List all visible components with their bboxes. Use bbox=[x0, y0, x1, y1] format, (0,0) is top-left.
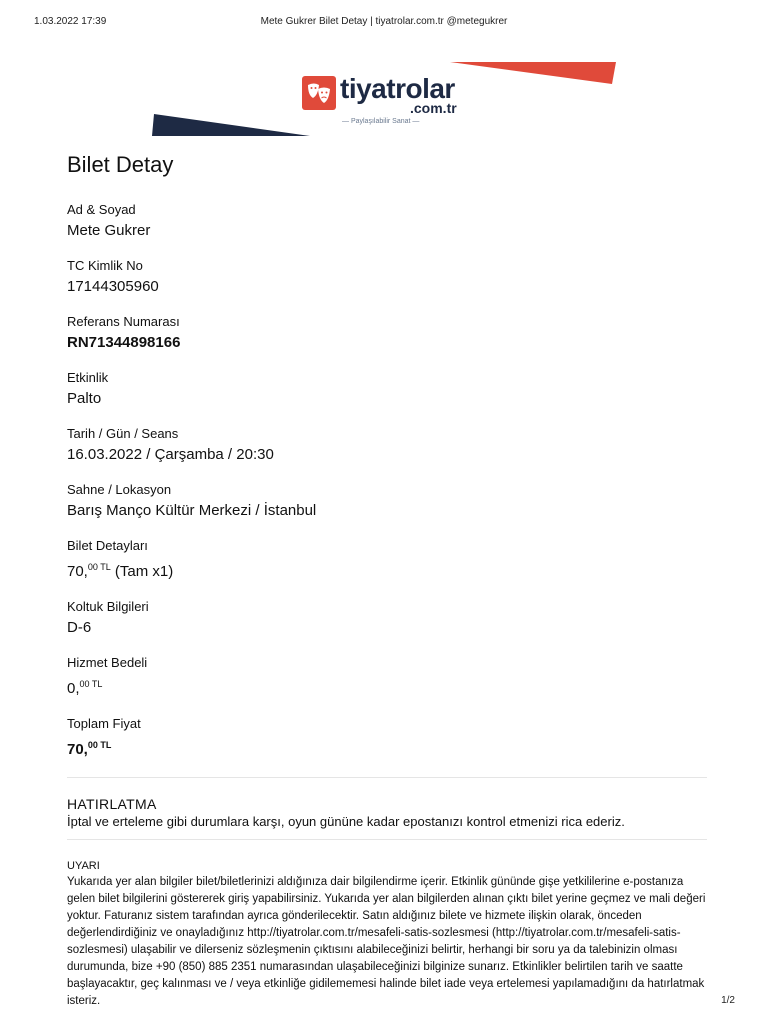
field-label: Etkinlik bbox=[67, 370, 109, 385]
field-label: Ad & Soyad bbox=[67, 202, 136, 217]
field-label: Sahne / Lokasyon bbox=[67, 482, 172, 497]
field-label: TC Kimlik No bbox=[67, 258, 143, 273]
field-value: Barış Manço Kültür Merkezi / İstanbul bbox=[67, 502, 317, 519]
price-integer: 0, bbox=[67, 680, 80, 697]
field-label: Referans Numarası bbox=[67, 314, 180, 329]
field-id-number bbox=[67, 258, 707, 297]
banner-red-stripe bbox=[450, 62, 616, 84]
field-service-fee bbox=[67, 655, 707, 699]
reminder-heading: HATIRLATMA bbox=[67, 796, 157, 812]
field-ticket-details bbox=[67, 538, 707, 582]
reminder-text: İptal ve erteleme gibi durumlara karşı, oyun gününe kadar epostanızı kontrol etmenizi rica ederiz. bbox=[67, 814, 625, 829]
tiyatrolar-logo[interactable] bbox=[302, 72, 472, 124]
field-label: Hizmet Bedeli bbox=[67, 655, 148, 670]
ticket-content bbox=[67, 152, 707, 1010]
page-title: Bilet Detay bbox=[67, 152, 174, 177]
field-value bbox=[67, 557, 707, 582]
field-date-day-session bbox=[67, 426, 707, 465]
price-integer: 70, bbox=[67, 563, 88, 580]
field-label: Toplam Fiyat bbox=[67, 716, 141, 731]
field-label: Bilet Detayları bbox=[67, 538, 148, 553]
price-suffix: (Tam x1) bbox=[110, 563, 174, 580]
price-decimals: 00 TL bbox=[87, 740, 112, 750]
field-value: 17144305960 bbox=[67, 278, 159, 295]
page-number: 1/2 bbox=[721, 995, 735, 1006]
field-event bbox=[67, 370, 707, 409]
field-value: Palto bbox=[67, 390, 102, 407]
reminder-section bbox=[67, 778, 707, 839]
field-label: Koltuk Bilgileri bbox=[67, 599, 149, 614]
field-seat bbox=[67, 599, 707, 638]
logo-domain: .com.tr bbox=[410, 100, 457, 116]
warning-text: Yukarıda yer alan bilgiler bilet/biletlerinizi aldığınıza dair bilgilendirme içerir. Etkinlik gününde gişe yetkililerine e-postanıza gelen bilet bilgilerini göstererek giriş yapabilirsiniz. Yukarıda yer alan bilgilerden alınan çıktı bilet yerine geçmez ve mali değeri yoktur. Faturanız sistem tarafından ayrıca gönderilecektir. Satın aldığınız bilete ve hizmete ilişkin olarak, önceden değerlendirdiğiniz ve onayladığınız http://tiyatrolar.com.tr/mesafeli-satis-sozlesmesi (http://tiyatrolar.com.tr/mesafeli-satis-sozlesmesi) ulaşabilir ve dilerseniz sözleşmenin çıktısını alabileceğinizi belirtir, herhangi bir soru ya da talebinizin olması durumunda, bize +90 (850) 885 2351 numarasından ulaşabileceğinizi bilginize sunarız. Etkinlikler belirtilen tarih ve saatte başlayacaktır, geç kalınması ve / veya etkinliğe gidilememesi halinde bilet iade veya ertelemesi yapılamadığını da hatırlatmak isteriz. bbox=[67, 876, 706, 1007]
print-page-title: Mete Gukrer Bilet Detay | tiyatrolar.com.tr @metegukrer bbox=[260, 16, 508, 27]
field-value: D-6 bbox=[67, 619, 92, 636]
theatre-masks-icon bbox=[302, 76, 336, 110]
warning-section bbox=[67, 840, 707, 1010]
warning-heading: UYARI bbox=[67, 860, 100, 872]
field-value: RN71344898166 bbox=[67, 334, 181, 351]
field-stage-location bbox=[67, 482, 707, 521]
price-decimals: 00 TL bbox=[79, 679, 103, 689]
logo-tagline: — Paylaşılabilir Sanat — bbox=[342, 118, 420, 125]
field-value: 16.03.2022 / Çarşamba / 20:30 bbox=[67, 446, 274, 463]
field-value bbox=[67, 735, 707, 760]
logo-wordmark: tiyatrolar bbox=[340, 73, 455, 104]
field-label: Tarih / Gün / Seans bbox=[67, 426, 179, 441]
field-full-name bbox=[67, 202, 707, 241]
price-integer: 70, bbox=[67, 741, 88, 758]
brand-banner bbox=[150, 62, 620, 138]
print-timestamp: 1.03.2022 17:39 bbox=[34, 16, 107, 27]
field-total-price bbox=[67, 716, 707, 760]
banner-navy-stripe bbox=[152, 114, 310, 136]
price-decimals: 00 TL bbox=[87, 562, 111, 572]
field-value: Mete Gukrer bbox=[67, 222, 151, 239]
field-value bbox=[67, 674, 707, 699]
field-reference-number bbox=[67, 314, 707, 353]
